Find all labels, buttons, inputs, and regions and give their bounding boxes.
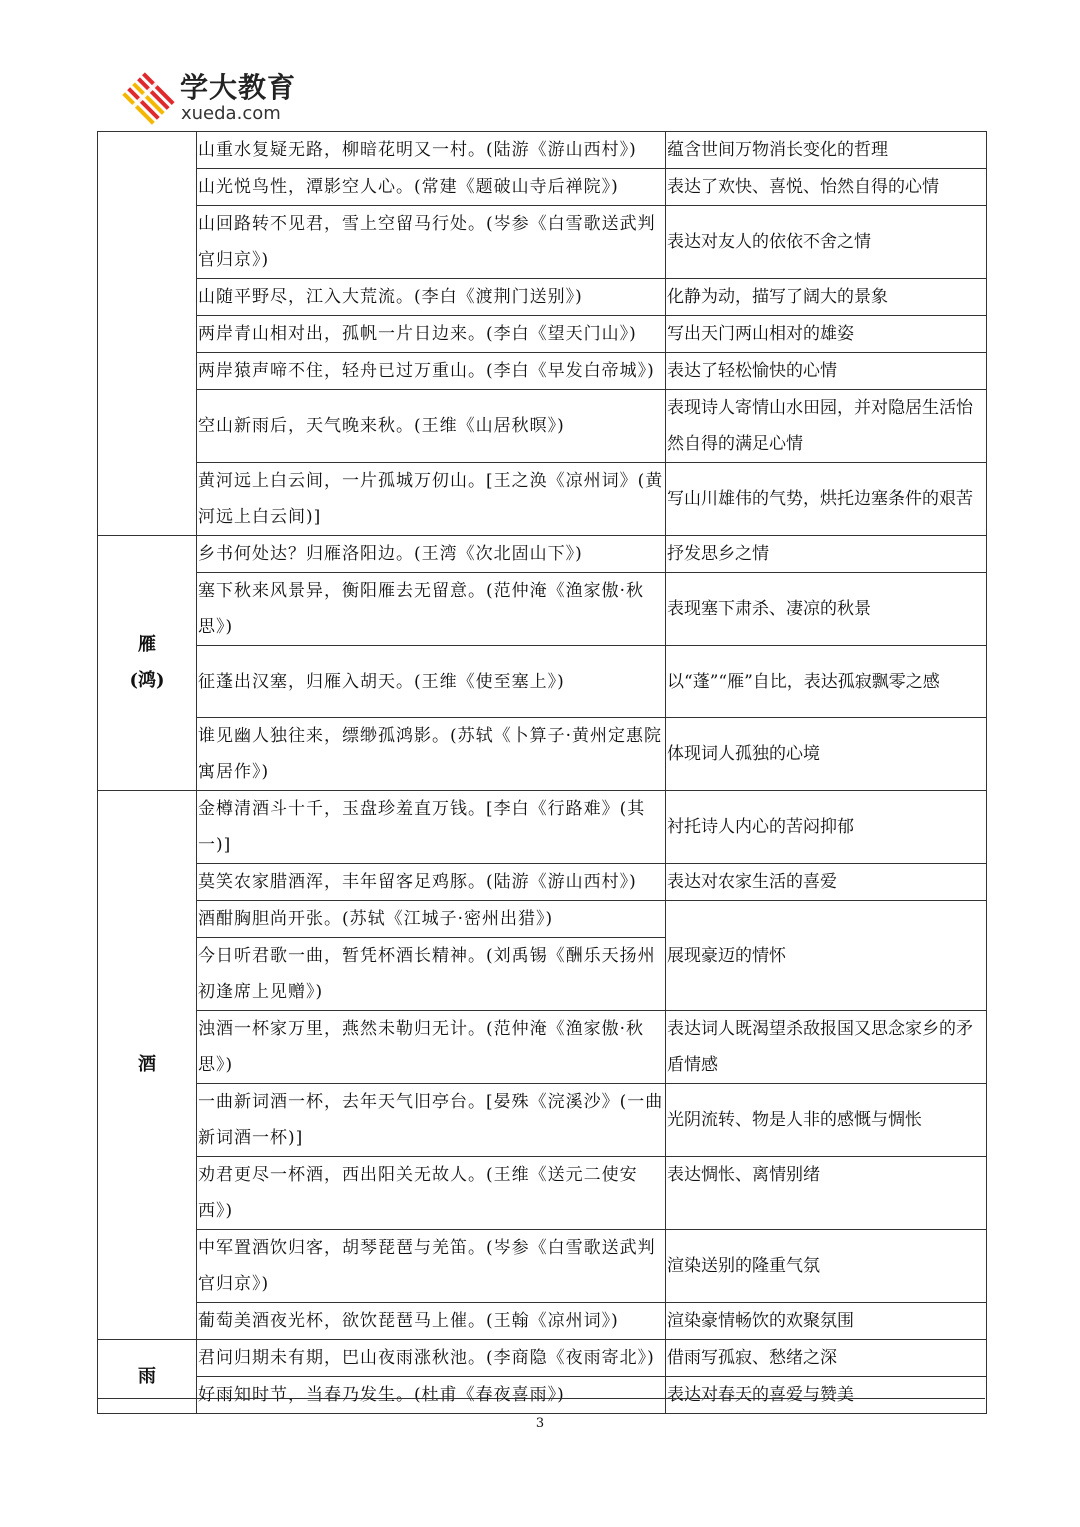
meaning: 借雨写孤寂、愁绪之深 [666, 1340, 987, 1377]
poem-line: 山重水复疑无路，柳暗花明又一村。(陆游《游山西村》) [197, 132, 666, 169]
poem-line: 征蓬出汉塞，归雁入胡天。(王维《使至塞上》) [197, 646, 666, 718]
meaning: 衬托诗人内心的苦闷抑郁 [666, 791, 987, 864]
table-row [98, 390, 987, 463]
logo-name: 学大教育 [180, 71, 297, 104]
poem-line: 黄河远上白云间，一片孤城万仞山。[王之涣《凉州词》(黄河远上白云间)] [197, 463, 666, 536]
poem-line: 金樽清酒斗十千，玉盘珍羞直万钱。[李白《行路难》(其一)] [197, 791, 666, 864]
meaning: 展现豪迈的情怀 [666, 901, 987, 1011]
meaning: 表达对友人的依依不舍之情 [666, 206, 987, 279]
meaning: 表现塞下肃杀、凄凉的秋景 [666, 573, 987, 646]
poem-line: 酒酣胸胆尚开张。(苏轼《江城子·密州出猎》) [197, 901, 666, 938]
meaning: 表达对春天的喜爱与赞美 [666, 1377, 987, 1414]
poem-line: 两岸青山相对出，孤帆一片日边来。(李白《望天门山》) [197, 316, 666, 353]
imagery-label [98, 132, 197, 536]
table-row [98, 1084, 987, 1157]
meaning: 写出天门两山相对的雄姿 [666, 316, 987, 353]
poem-line: 谁见幽人独往来，缥缈孤鸿影。(苏轼《卜算子·黄州定惠院寓居作》) [197, 718, 666, 791]
table-row [98, 718, 987, 791]
table-row [98, 864, 987, 901]
table-row [98, 316, 987, 353]
poem-line: 劝君更尽一杯酒，西出阳关无故人。(王维《送元二使安西》) [197, 1157, 666, 1230]
meaning: 表达了轻松愉快的心情 [666, 353, 987, 390]
poem-line: 两岸猿声啼不住，轻舟已过万重山。(李白《早发白帝城》) [197, 353, 666, 390]
meaning: 抒发思乡之情 [666, 536, 987, 573]
poem-line: 一曲新词酒一杯，去年天气旧亭台。[晏殊《浣溪沙》(一曲新词酒一杯)] [197, 1084, 666, 1157]
logo-mark-icon [118, 72, 176, 128]
imagery-label: 酒 [98, 791, 197, 1340]
poem-line: 山回路转不见君，雪上空留马行处。(岑参《白雪歌送武判官归京》) [197, 206, 666, 279]
table-row [98, 1377, 987, 1414]
table-row [98, 206, 987, 279]
poem-line: 山光悦鸟性，潭影空人心。(常建《题破山寺后禅院》) [197, 169, 666, 206]
xueda-logo [118, 70, 318, 130]
table-row [98, 169, 987, 206]
table-row [98, 463, 987, 536]
meaning: 体现词人孤独的心境 [666, 718, 987, 791]
poem-line: 今日听君歌一曲，暂凭杯酒长精神。(刘禹锡《酬乐天扬州初逢席上见赠》) [197, 938, 666, 1011]
table-row [98, 791, 987, 864]
poem-line: 塞下秋来风景异，衡阳雁去无留意。(范仲淹《渔家傲·秋思》) [197, 573, 666, 646]
table-row [98, 573, 987, 646]
table-row [98, 1011, 987, 1084]
meaning: 以“蓬”“雁”自比，表达孤寂飘零之感 [666, 646, 987, 718]
table-row [98, 132, 987, 169]
meaning: 蕴含世间万物消长变化的哲理 [666, 132, 987, 169]
meaning: 写山川雄伟的气势，烘托边塞条件的艰苦 [666, 463, 987, 536]
meaning: 表达对农家生活的喜爱 [666, 864, 987, 901]
poem-line: 好雨知时节，当春乃发生。(杜甫《春夜喜雨》) [197, 1377, 666, 1414]
table-row [98, 646, 987, 718]
table-row [98, 1340, 987, 1377]
poem-line: 乡书何处达？归雁洛阳边。(王湾《次北固山下》) [197, 536, 666, 573]
meaning: 表现诗人寄情山水田园，并对隐居生活怡然自得的满足心情 [666, 390, 987, 463]
meaning: 表达词人既渴望杀敌报国又思念家乡的矛盾情感 [666, 1011, 987, 1084]
table-row [98, 1303, 987, 1340]
logo-url: xueda.com [181, 103, 281, 124]
page-number: 3 [535, 1416, 545, 1431]
meaning: 渲染豪情畅饮的欢聚氛围 [666, 1303, 987, 1340]
poetry-imagery-table [97, 131, 987, 1414]
table-row [98, 901, 987, 938]
poem-line: 莫笑农家腊酒浑，丰年留客足鸡豚。(陆游《游山西村》) [197, 864, 666, 901]
table-row [98, 1230, 987, 1303]
poem-line: 中军置酒饮归客，胡琴琵琶与羌笛。(岑参《白雪歌送武判官归京》) [197, 1230, 666, 1303]
table-row [98, 1157, 987, 1230]
meaning: 渲染送别的隆重气氛 [666, 1230, 987, 1303]
imagery-label: 雨 [98, 1340, 197, 1414]
footer-divider [97, 1398, 985, 1399]
meaning: 光阴流转、物是人非的感慨与惆怅 [666, 1084, 987, 1157]
poem-line: 山随平野尽，江入大荒流。(李白《渡荆门送别》) [197, 279, 666, 316]
meaning: 化静为动，描写了阔大的景象 [666, 279, 987, 316]
imagery-label: 雁 (鸿) [98, 536, 197, 791]
poem-line: 葡萄美酒夜光杯，欲饮琵琶马上催。(王翰《凉州词》) [197, 1303, 666, 1340]
poem-line: 浊酒一杯家万里，燕然未勒归无计。(范仲淹《渔家傲·秋思》) [197, 1011, 666, 1084]
poem-line: 空山新雨后，天气晚来秋。(王维《山居秋暝》) [197, 390, 666, 463]
table-row [98, 279, 987, 316]
meaning: 表达了欢快、喜悦、怡然自得的心情 [666, 169, 987, 206]
table-row [98, 353, 987, 390]
table-row [98, 536, 987, 573]
poem-line: 君问归期未有期，巴山夜雨涨秋池。(李商隐《夜雨寄北》) [197, 1340, 666, 1377]
meaning: 表达惆怅、离情别绪 [666, 1157, 987, 1230]
